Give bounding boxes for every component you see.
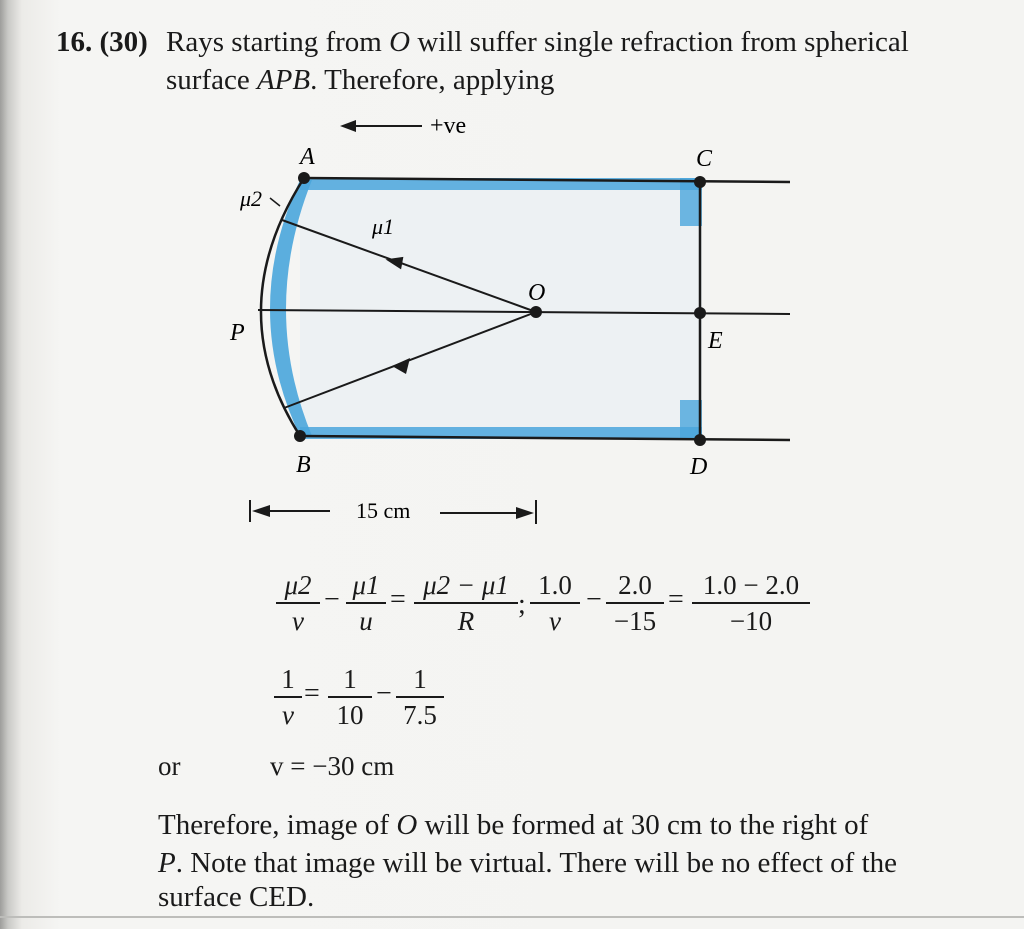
eq1-f1-den: v	[292, 606, 304, 636]
eq2-f3-den: 7.5	[403, 700, 437, 730]
mu2-pointer	[270, 198, 280, 206]
eq1-f6-den: −10	[729, 606, 773, 636]
line2-text-a: surface	[166, 64, 257, 96]
eq2-f1-num: 1	[281, 664, 295, 694]
eq1-f1-bar	[276, 602, 320, 604]
eq1-f2-bar	[346, 602, 386, 604]
label-e: E	[708, 328, 723, 354]
eq1-f5-bar	[606, 602, 664, 604]
line2-text-b: . Therefore, applying	[310, 64, 555, 96]
conclusion-text-c: . Note that image will be virtual. There will be no effect of the	[175, 847, 897, 879]
conclusion-text-a: Therefore, image of	[158, 809, 397, 841]
point-b-dot	[294, 430, 306, 442]
conclusion-text-b: will be formed at 30 cm to the right of	[417, 809, 869, 841]
eq1-f5-num: 2.0	[618, 570, 652, 600]
eq2-f1-den: v	[282, 700, 294, 730]
eq2-f2-num: 1	[343, 664, 357, 694]
point-a-dot	[298, 172, 310, 184]
eq1-minus-2: −	[586, 584, 602, 615]
eq1-f2-den: u	[359, 606, 373, 636]
label-c: C	[696, 146, 713, 172]
eq1-f2-num: μ1	[352, 570, 380, 600]
eq2-equals: =	[304, 678, 320, 709]
eq1-equals-2: =	[668, 584, 684, 615]
point-e-dot	[694, 307, 706, 319]
eq1-equals-1: =	[390, 584, 406, 615]
eq1-f5-den: −15	[613, 606, 657, 636]
object-o: O	[389, 26, 411, 58]
glass-shading	[270, 178, 702, 439]
sign-label: +ve	[430, 113, 467, 139]
eq2-f2-bar	[328, 696, 372, 698]
eq2-f3-bar	[396, 696, 444, 698]
eq1-f4-den: v	[549, 606, 561, 636]
eq1-f4-num: 1.0	[538, 570, 572, 600]
eq2-f1-bar	[274, 696, 302, 698]
eq1-frac-2-15	[606, 570, 664, 636]
label-d: D	[690, 454, 708, 480]
eq1-minus-1: −	[324, 584, 340, 615]
sign-arrow-head	[340, 120, 356, 132]
conclusion-line-1	[158, 806, 868, 844]
eq2-frac-1-7-5	[396, 664, 444, 730]
question-number: 16.	[56, 26, 93, 58]
distance-right-arrow	[516, 507, 534, 519]
distance-left-arrow	[252, 505, 270, 517]
distance-label: 15 cm	[356, 498, 411, 523]
label-o: O	[528, 280, 546, 306]
eq1-frac-diff-10	[692, 570, 810, 636]
eq2-f3-num: 1	[413, 664, 427, 694]
label-p: P	[230, 320, 245, 346]
eq2-minus: −	[376, 678, 392, 709]
label-mu2: μ2	[240, 186, 263, 211]
label-mu1: μ1	[372, 214, 395, 239]
intro-text-a: Rays starting from	[166, 26, 390, 58]
conclusion-line-2	[158, 844, 897, 882]
eq1-f1-num: μ2	[284, 570, 312, 600]
eq2-frac-1-v	[274, 664, 302, 730]
eq1-f3-den: R	[457, 606, 475, 636]
eq1-f4-bar	[530, 602, 580, 604]
eq2-f2-den: 10	[336, 700, 364, 730]
eq1-f3-bar	[414, 602, 518, 604]
conclusion-p: P	[158, 847, 176, 879]
eq1-frac-diff-r	[414, 570, 518, 636]
conclusion-o: O	[396, 809, 418, 841]
eq1-semicolon: ;	[518, 589, 526, 620]
eq1-frac-mu1-u	[346, 570, 386, 636]
conclusion-line-3: surface CED.	[158, 881, 315, 913]
eq1-f6-num: 1.0 − 2.0	[702, 570, 800, 600]
eq1-f3-num: μ2 − μ1	[423, 570, 509, 600]
eq1-frac-mu2-v	[276, 570, 320, 636]
eq1-frac-1-v	[530, 570, 580, 636]
point-d-dot	[694, 434, 706, 446]
label-a: A	[300, 144, 315, 170]
or-label: or	[158, 751, 181, 781]
eq1-f6-bar	[692, 602, 810, 604]
point-c-dot	[694, 176, 706, 188]
result-equation: v = −30 cm	[270, 751, 395, 781]
label-b: B	[296, 452, 311, 478]
eq2-frac-1-10	[328, 664, 372, 730]
intro-text-b: will suffer single refraction from spherical	[410, 26, 909, 58]
question-answer: (30)	[99, 26, 148, 58]
point-o-dot	[530, 306, 542, 318]
surface-apb: APB	[256, 64, 311, 96]
